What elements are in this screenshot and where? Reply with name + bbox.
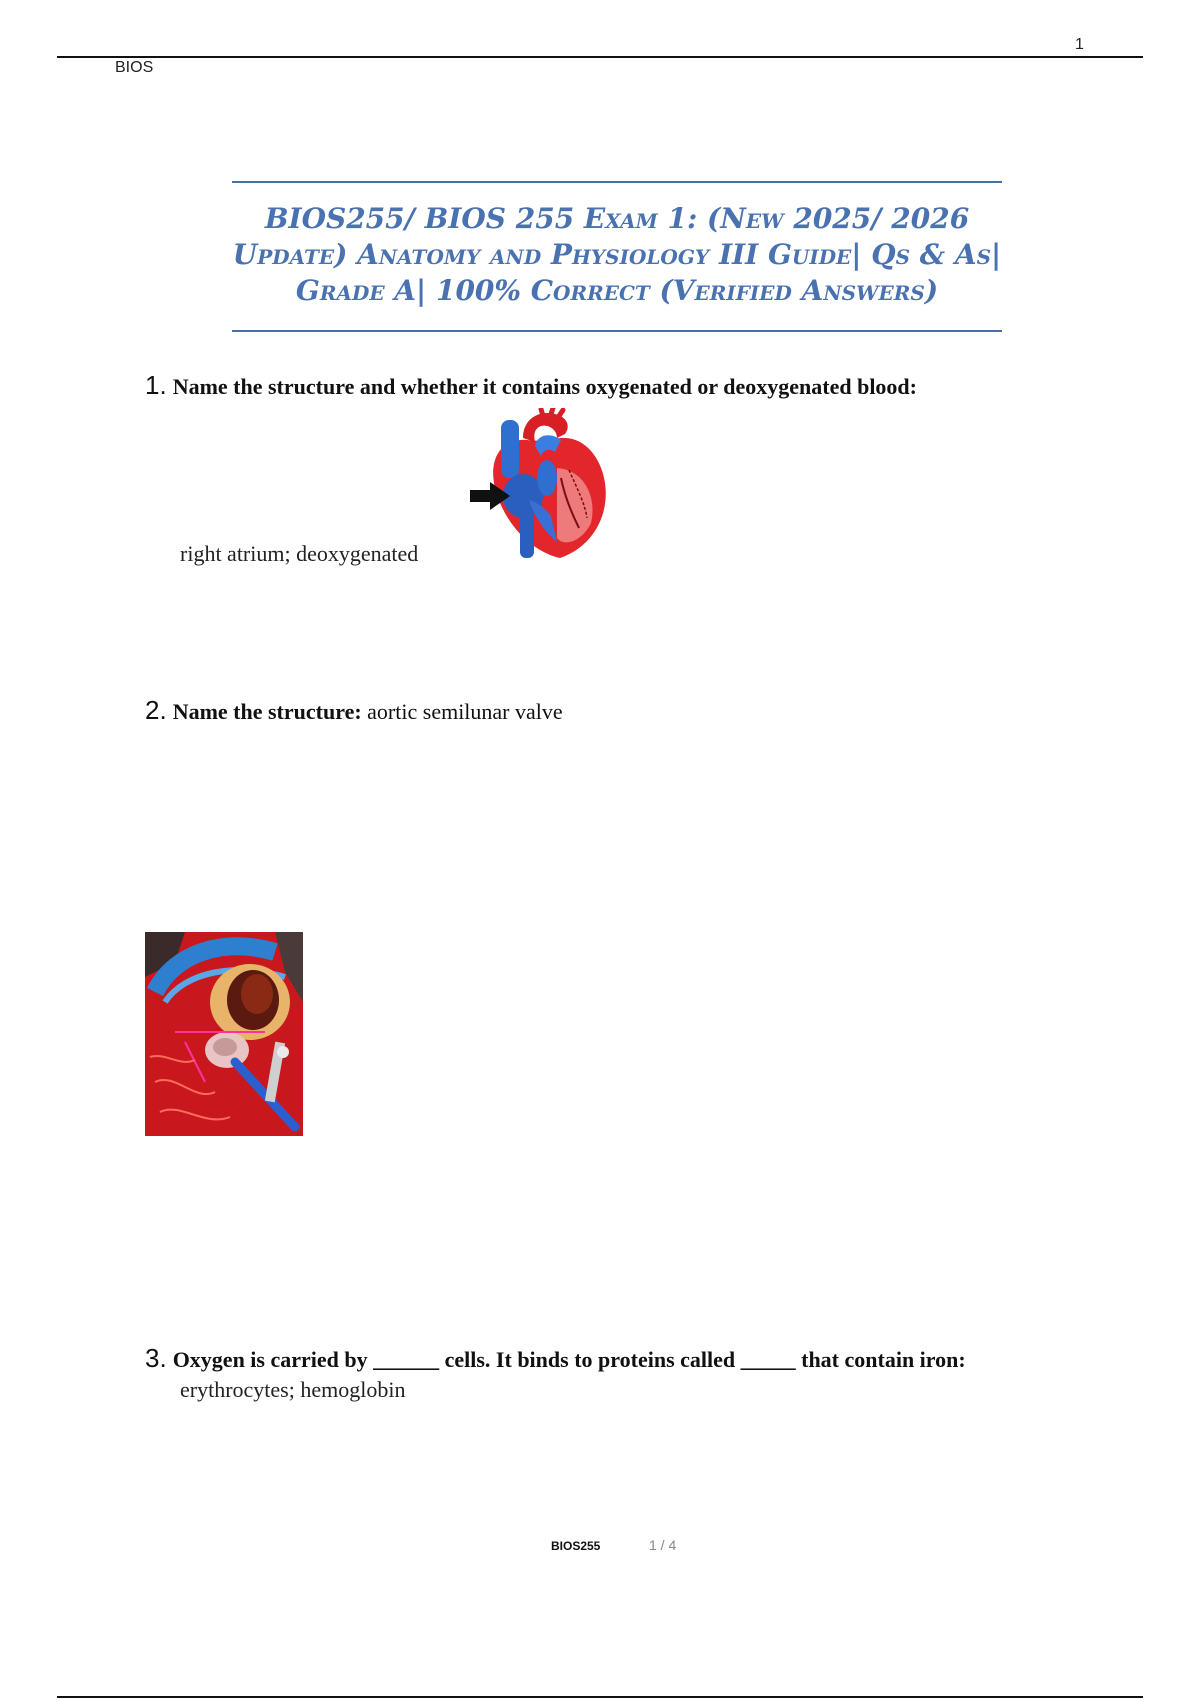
- answer-1: right atrium; deoxygenated: [180, 541, 419, 566]
- title-line-3: Grade A| 100% Correct (Verified Answers): [295, 274, 939, 307]
- header-rule: [57, 56, 1143, 58]
- heart-diagram-image: [465, 408, 615, 563]
- footer-course-label: BIOS255: [551, 1539, 601, 1553]
- title-line-2: Update) Anatomy and Physiology III Guide| Qs & As|: [232, 238, 1002, 271]
- footer-rule: [57, 1696, 1143, 1698]
- title-bottom-rule: [232, 330, 1002, 332]
- header-label: BIOS: [115, 59, 154, 76]
- title-block: [232, 181, 1002, 333]
- question-3: [145, 1343, 966, 1374]
- answer-2: aortic semilunar valve: [367, 699, 563, 724]
- question-prompt: Name the structure:: [172, 699, 362, 724]
- question-number: 2.: [145, 695, 167, 725]
- answer-3: erythrocytes; hemoglobin: [180, 1377, 406, 1402]
- question-2: [145, 695, 563, 726]
- question-prompt: Oxygen is carried by ______ cells. It binds to proteins called _____ that contain iron:: [172, 1347, 966, 1372]
- question-1: [145, 370, 917, 401]
- document-title: [232, 201, 1002, 309]
- title-top-rule: [232, 181, 1002, 183]
- title-line-1: BIOS255/ BIOS 255 Exam 1: (New 2025/ 2026: [264, 202, 970, 235]
- question-number: 1.: [145, 370, 167, 400]
- valve-model-image: [145, 932, 303, 1136]
- question-prompt: Name the structure and whether it contains oxygenated or deoxygenated blood:: [172, 374, 917, 399]
- page-number: 1: [1075, 36, 1084, 53]
- question-number: 3.: [145, 1343, 167, 1373]
- footer-pagination: 1 / 4: [649, 1537, 677, 1553]
